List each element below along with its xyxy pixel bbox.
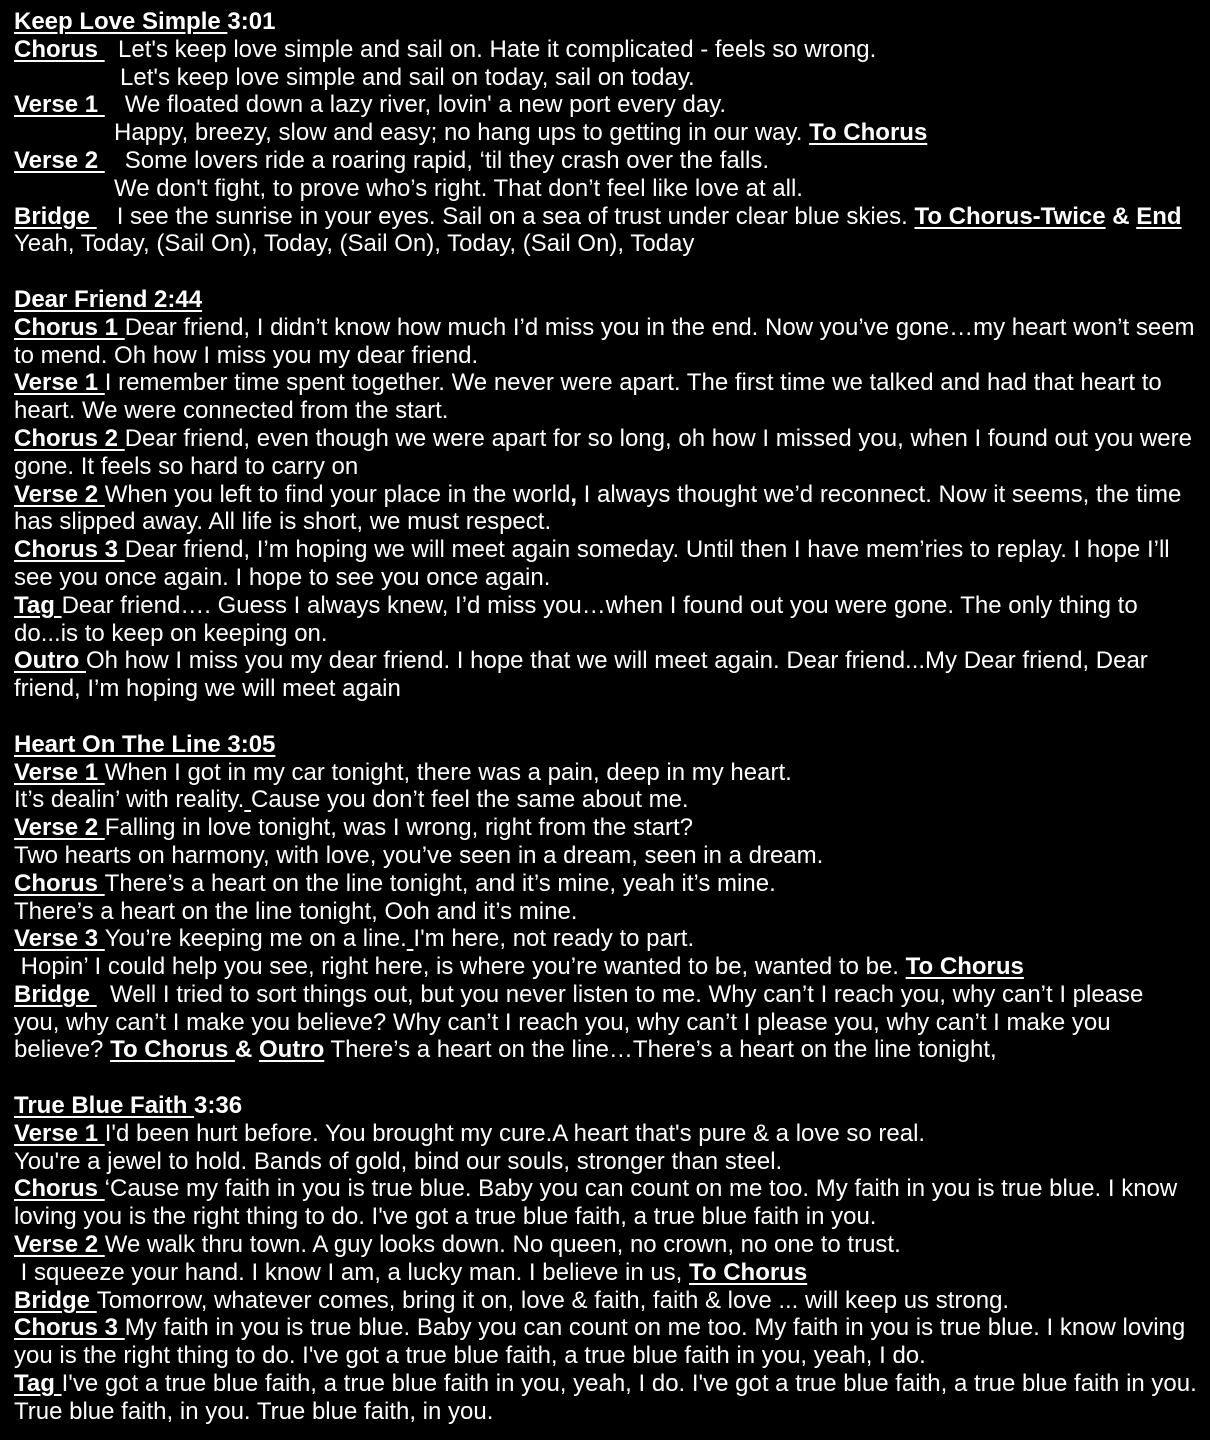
- lyric-text: Dear friend…. Guess I always knew, I’d miss you…when I found out you were gone. The only thing to: [61, 591, 1138, 619]
- section-label: Verse 2: [14, 480, 105, 508]
- lyric-text: Two hearts on harmony, with love, you’ve seen in a dream, seen in a dream.: [14, 841, 824, 869]
- section-label: Verse 3: [14, 925, 105, 953]
- song-duration: 3:01: [227, 8, 276, 35]
- lyric-line: [14, 925, 1206, 953]
- section-label: Chorus 3: [14, 536, 125, 564]
- song-dear-friend: [14, 286, 1206, 703]
- lyric-text: I've got a true blue faith, a true blue faith in you, yeah, I do. I've got a true blue faith, a true blue faith in you.: [61, 1370, 1197, 1398]
- lyric-line: [14, 564, 1206, 592]
- song-title: Heart On The Line 3:05: [14, 730, 276, 758]
- lyric-text: I squeeze your hand. I know I am, a lucky man. I believe in us,: [14, 1258, 690, 1286]
- lyric-text: Happy, breezy, slow and easy; no hang ups to getting in our way.: [114, 119, 810, 147]
- lyric-line: [14, 36, 1206, 64]
- section-label: To Chorus: [689, 1258, 808, 1286]
- lyric-line: [14, 981, 1206, 1009]
- lyric-text: There’s a heart on the line…There’s a heart on the line tonight,: [324, 1036, 997, 1064]
- lyric-line: [14, 425, 1206, 453]
- lyric-text: True blue faith, in you. True blue faith, in you.: [14, 1397, 494, 1425]
- lyric-text: believe?: [14, 1036, 111, 1064]
- lyric-text: You’re keeping me on a line.: [104, 925, 407, 953]
- lyric-line: [14, 1120, 1206, 1148]
- song-title: True Blue Faith: [14, 1092, 195, 1120]
- lyric-text: I remember time spent together. We never were apart. The first time we talked and had that heart to: [104, 369, 1162, 397]
- song-title-line: [14, 286, 1206, 314]
- lyric-line: [14, 1203, 1206, 1231]
- lyric-line: [14, 842, 1206, 870]
- section-label: Verse 1: [14, 369, 105, 397]
- song-title: Keep Love Simple: [14, 8, 228, 35]
- section-label: To Chorus: [809, 119, 928, 147]
- section-label: Chorus: [14, 1175, 105, 1203]
- lyric-text: Dear friend, even though we were apart for so long, oh how I missed you, when I found out you were: [124, 424, 1192, 452]
- lyric-text: you, why can’t I make you believe? Why can’t I reach you, why can’t I please you, why can’t I make you: [14, 1008, 1111, 1036]
- lyric-line: [14, 91, 1206, 119]
- section-label: End: [1136, 202, 1182, 230]
- lyric-text: &: [1105, 202, 1137, 230]
- lyric-text: to mend. Oh how I miss you my dear friend.: [14, 341, 479, 369]
- lyric-text: I'd been hurt before. You brought my cure.A heart that's pure & a love so real.: [104, 1119, 926, 1147]
- lyric-text: [244, 786, 251, 813]
- lyric-line: [14, 1009, 1206, 1037]
- lyric-text: When I got in my car tonight, there was a pain, deep in my heart.: [104, 758, 792, 786]
- section-label: Tag: [14, 1370, 62, 1398]
- lyric-line: [14, 1398, 1206, 1426]
- song-title-line: [14, 731, 1206, 759]
- lyric-line: [14, 64, 1206, 92]
- section-label: To Chorus: [110, 1036, 235, 1064]
- lyric-text: Yeah, Today, (Sail On), Today, (Sail On), Today, (Sail On), Today: [14, 230, 695, 258]
- lyric-text: &: [234, 1036, 259, 1064]
- lyric-line: [14, 814, 1206, 842]
- lyric-line: [14, 759, 1206, 787]
- section-label: Chorus: [14, 869, 105, 897]
- lyric-line: [14, 786, 1206, 814]
- lyric-line: [14, 230, 1206, 258]
- section-label: Verse 2: [14, 814, 105, 842]
- lyric-text: We walk thru town. A guy looks down. No queen, no crown, no one to trust.: [104, 1231, 901, 1259]
- lyrics-sheet: [14, 8, 1206, 1426]
- section-label: Verse 2: [14, 146, 105, 174]
- lyric-text: Dear friend, I’m hoping we will meet again someday. Until then I have mem’ries to replay. I hope I’ll: [124, 536, 1170, 564]
- section-label: Outro: [14, 647, 86, 675]
- section-label: Bridge: [14, 980, 97, 1008]
- song-title-line: [14, 8, 1206, 36]
- lyric-line: [14, 481, 1206, 509]
- section-label: To Chorus: [905, 953, 1024, 981]
- lyric-text: see you once again. I hope to see you once again.: [14, 563, 551, 591]
- lyric-line: [14, 953, 1206, 981]
- lyric-text: Some lovers ride a roaring rapid, ‘til they crash over the falls.: [104, 146, 770, 174]
- lyric-line: [14, 898, 1206, 926]
- lyric-line: [14, 870, 1206, 898]
- lyric-line: [14, 314, 1206, 342]
- section-label: Chorus 1: [14, 313, 125, 341]
- lyric-text: My faith in you is true blue. Baby you can count on me too. My faith in you is true blue. I know loving: [124, 1314, 1186, 1342]
- section-label: Bridge: [14, 202, 97, 230]
- section-label: Verse 1: [14, 758, 105, 786]
- lyric-text: has slipped away. All life is short, we must respect.: [14, 508, 552, 536]
- section-label: Verse 2: [14, 1231, 105, 1259]
- lyric-line: [14, 508, 1206, 536]
- section-label: Chorus 3: [14, 1314, 125, 1342]
- lyric-line: [14, 1036, 1206, 1064]
- lyric-text: Let's keep love simple and sail on. Hate it complicated - feels so wrong.: [104, 35, 877, 63]
- lyric-line: [14, 1148, 1206, 1176]
- lyric-line: [14, 620, 1206, 648]
- lyric-text: you is the right thing to do. I've got a true blue faith, a true blue faith in you, yeah, I do.: [14, 1342, 926, 1370]
- song-title-line: [14, 1092, 1206, 1120]
- lyric-text: I always thought we’d reconnect. Now it seems, the time: [577, 480, 1182, 508]
- lyric-line: [14, 592, 1206, 620]
- lyric-line: [14, 1314, 1206, 1342]
- song-heart-on-the-line: [14, 731, 1206, 1065]
- lyric-text: It’s dealin’ with reality.: [14, 786, 245, 814]
- lyric-text: Well I tried to sort things out, but you never listen to me. Why can’t I reach you, why can’t I please: [96, 980, 1144, 1008]
- song-true-blue-faith: [14, 1092, 1206, 1426]
- lyric-line: [14, 1231, 1206, 1259]
- lyric-text: ,: [570, 480, 578, 508]
- lyric-line: [14, 369, 1206, 397]
- lyric-line: [14, 147, 1206, 175]
- lyric-text: Let's keep love simple and sail on today, sail on today.: [120, 63, 695, 91]
- lyric-text: Oh how I miss you my dear friend. I hope that we will meet again. Dear friend...My Dear friend, Dear: [86, 647, 1148, 675]
- lyric-text: There’s a heart on the line tonight, and it’s mine, yeah it’s mine.: [104, 869, 776, 897]
- lyric-text: ‘Cause my faith in you is true blue. Baby you can count on me too. My faith in you is true blue. I know: [104, 1175, 1178, 1203]
- lyric-text: When you left to find your place in the world: [104, 480, 571, 508]
- lyric-text: heart. We were connected from the start.: [14, 397, 449, 425]
- lyric-text: I see the sunrise in your eyes. Sail on a sea of trust under clear blue skies.: [96, 202, 915, 230]
- section-label: To Chorus-Twice: [914, 202, 1106, 230]
- lyric-text: Tomorrow, whatever comes, bring it on, love & faith, faith & love ... will keep us strong.: [96, 1286, 1010, 1314]
- lyric-text: We floated down a lazy river, lovin' a new port every day.: [104, 91, 727, 119]
- lyric-text: I'm here, not ready to part.: [413, 925, 695, 953]
- section-label: Chorus 2: [14, 424, 125, 452]
- lyric-line: [14, 1175, 1206, 1203]
- lyric-line: [14, 536, 1206, 564]
- song-duration: 3:36: [194, 1092, 243, 1120]
- section-label: Chorus: [14, 35, 105, 63]
- section-label: Verse 1: [14, 1119, 105, 1147]
- lyric-line: [14, 397, 1206, 425]
- lyric-line: [14, 1370, 1206, 1398]
- lyric-line: [14, 342, 1206, 370]
- song-keep-love-simple: [14, 8, 1206, 258]
- section-label: Outro: [258, 1036, 325, 1064]
- lyric-line: [14, 647, 1206, 675]
- lyric-line: [14, 675, 1206, 703]
- lyric-text: We don't fight, to prove who’s right. That don’t feel like love at all.: [114, 174, 803, 202]
- lyric-line: [14, 175, 1206, 203]
- section-label: Bridge: [14, 1286, 97, 1314]
- lyric-text: There’s a heart on the line tonight, Ooh and it’s mine.: [14, 897, 578, 925]
- lyric-line: [14, 1259, 1206, 1287]
- section-label: Verse 1: [14, 91, 105, 119]
- lyric-text: You're a jewel to hold. Bands of gold, bind our souls, stronger than steel.: [14, 1147, 783, 1175]
- lyric-text: do...is to keep on keeping on.: [14, 619, 328, 647]
- lyric-line: [14, 453, 1206, 481]
- lyric-text: Cause you don’t feel the same about me.: [251, 786, 689, 814]
- lyric-text: Dear friend, I didn’t know how much I’d miss you in the end. Now you’ve gone…my heart won’t seem: [124, 313, 1195, 341]
- lyric-text: loving you is the right thing to do. I've got a true blue faith, a true blue faith in you.: [14, 1203, 877, 1231]
- lyric-line: [14, 203, 1206, 231]
- lyric-text: Hopin’ I could help you see, right here, is where you’re wanted to be, wanted to be.: [14, 953, 906, 981]
- song-title: Dear Friend 2:44: [14, 285, 203, 313]
- lyric-line: [14, 1287, 1206, 1315]
- section-label: Tag: [14, 591, 62, 619]
- lyric-line: [14, 119, 1206, 147]
- lyric-text: Falling in love tonight, was I wrong, right from the start?: [104, 814, 694, 842]
- lyric-text: friend, I’m hoping we will meet again: [14, 675, 401, 703]
- lyric-text: gone. It feels so hard to carry on: [14, 452, 359, 480]
- lyric-line: [14, 1342, 1206, 1370]
